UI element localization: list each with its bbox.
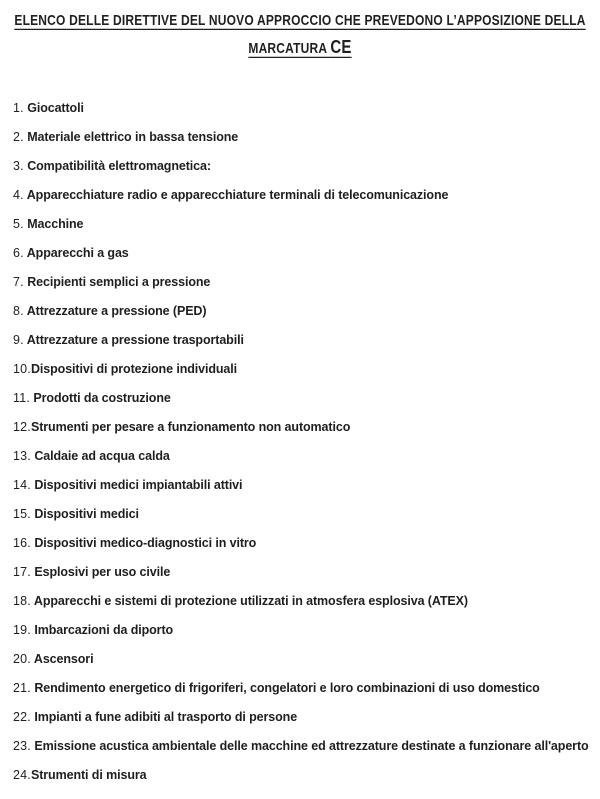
item-number: 24.	[13, 768, 31, 782]
list-item	[13, 732, 592, 761]
item-text: Impianti a fune adibiti al trasporto di persone	[30, 710, 298, 724]
list-item	[13, 413, 592, 442]
item-number: 23.	[13, 739, 31, 753]
item-text: Giocattoli	[23, 101, 84, 115]
item-number: 1.	[13, 101, 24, 115]
marcatura-text: MARCATURA	[248, 39, 331, 57]
item-text: Dispositivi medici impiantabili attivi	[30, 478, 243, 492]
item-text: Esplosivi per uso civile	[30, 565, 171, 579]
item-text: Rendimento energetico di frigoriferi, congelatori e loro combinazioni di uso domestico	[30, 681, 540, 695]
item-text: Prodotti da costruzione	[30, 391, 171, 405]
item-text: Strumenti di misura	[30, 768, 147, 782]
list-item	[13, 94, 592, 123]
item-text: Apparecchiature radio e apparecchiature terminali di telecomunicazione	[23, 188, 449, 202]
item-number: 3.	[13, 159, 24, 173]
item-text: Caldaie ad acqua calda	[30, 449, 170, 463]
item-number: 11.	[13, 391, 31, 405]
list-item	[13, 442, 592, 471]
item-text: Macchine	[23, 217, 84, 231]
item-number: 12.	[13, 420, 31, 434]
item-text: Strumenti per pesare a funzionamento non automatico	[30, 420, 351, 434]
list-item	[13, 529, 592, 558]
item-text: Recipienti semplici a pressione	[23, 275, 211, 289]
item-number: 19.	[13, 623, 31, 637]
item-text: Attrezzature a pressione (PED)	[23, 304, 207, 318]
list-item	[13, 761, 592, 790]
item-number: 13.	[13, 449, 31, 463]
list-item	[13, 616, 592, 645]
list-item	[13, 645, 592, 674]
item-text: Apparecchi e sistemi di protezione utilizzati in atmosfera esplosiva (ATEX)	[30, 594, 468, 608]
list-item	[13, 152, 592, 181]
item-text: Attrezzature a pressione trasportabili	[23, 333, 244, 347]
list-item	[13, 123, 592, 152]
list-item	[13, 500, 592, 529]
item-number: 6.	[13, 246, 24, 260]
list-item	[13, 471, 592, 500]
item-number: 15.	[13, 507, 31, 521]
document-title	[0, 0, 600, 62]
item-text: Materiale elettrico in bassa tensione	[23, 130, 239, 144]
item-text: Dispositivi di protezione individuali	[30, 362, 238, 376]
item-number: 9.	[13, 333, 24, 347]
item-number: 14.	[13, 478, 31, 492]
title-line-2	[0, 31, 600, 66]
item-number: 21.	[13, 681, 31, 695]
title-line-1-text: ELENCO DELLE DIRETTIVE DEL NUOVO APPROCCIO CHE PREVEDONO L’APPOSIZIONE DELLA	[14, 11, 586, 29]
item-text: Apparecchi a gas	[23, 246, 129, 260]
list-item	[13, 297, 592, 326]
item-number: 7.	[13, 275, 24, 289]
list-item	[13, 239, 592, 268]
item-number: 17.	[13, 565, 31, 579]
item-number: 18.	[13, 594, 31, 608]
item-number: 10.	[13, 362, 31, 376]
item-number: 2.	[13, 130, 24, 144]
item-number: 16.	[13, 536, 31, 550]
list-item	[13, 587, 592, 616]
list-item	[13, 384, 592, 413]
list-item	[13, 674, 592, 703]
item-number: 5.	[13, 217, 24, 231]
title-line-2-text	[248, 36, 352, 58]
item-text: Dispositivi medici	[30, 507, 139, 521]
list-item	[13, 326, 592, 355]
directive-list	[0, 94, 600, 790]
list-item	[13, 355, 592, 384]
item-text: Imbarcazioni da diporto	[30, 623, 174, 637]
ce-mark: CE	[330, 36, 352, 58]
list-item	[13, 558, 592, 587]
list-item	[13, 181, 592, 210]
item-number: 8.	[13, 304, 24, 318]
list-item	[13, 703, 592, 732]
item-number: 20.	[13, 652, 31, 666]
item-number: 22.	[13, 710, 31, 724]
list-item	[13, 268, 592, 297]
item-number: 4.	[13, 188, 24, 202]
item-text: Ascensori	[30, 652, 94, 666]
item-text: Compatibilità elettromagnetica:	[23, 159, 211, 173]
item-text: Dispositivi medico-diagnostici in vitro	[30, 536, 257, 550]
list-item	[13, 210, 592, 239]
item-text: Emissione acustica ambientale delle macchine ed attrezzature destinate a funzionare all'aperto	[30, 739, 589, 753]
